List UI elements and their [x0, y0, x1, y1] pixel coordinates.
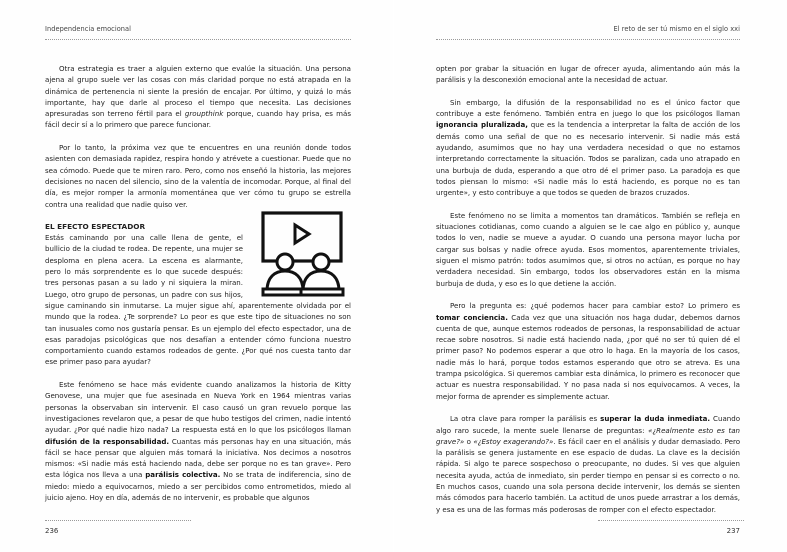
footer-rule-left: [45, 520, 191, 521]
page-number-right: 237: [726, 527, 740, 535]
italic-text: «¿Realmente esto es tan grave?»: [436, 425, 740, 446]
paragraph: [436, 413, 740, 515]
text-run: Cada vez que una situación nos haga dudar, debemos darnos cuenta de que, aunque estemos rodeados de personas, la responsabilidad de actuar recae sobre nosotros. Si nadie está haciendo nada, ¿por qué no ser tú quien dé el primer paso? No podemos esperar a que otro lo haga. En la mayoría de los casos, nadie más lo hará, porque todos estamos esperando que otro se atreva. Es una trampa psicológica. Si queremos cambiar esta dinámica, lo primero es reconocer que actuar es nuestra responsabilidad. Y no pasa nada si nos equivocamos. A veces, la mejor forma de aprender es simplemente actuar.: [436, 312, 740, 401]
section-body: Estás caminando por una calle llena de gente, el bullicio de la ciudad te rodea. De repente, una mujer se desploma en plena acera. La escena es alarmante, pero lo más sorprendente es lo que sucede después: tres personas pasan a su lado y ni siquiera la miran. Luego, otro grupo de personas, un padre con sus hijos, sigue caminando sin inmutarse. La mujer sigue ahí, aparentemente olvidada por el mundo que la rodea. ¿Te sorprende? Lo peor es que este tipo de situaciones no son tan inusuales como nos gustaría pensar. Es un ejemplo del efecto espectador, una de esas paradojas psicológicas que nos desafían a entender cómo funciona nuestro comportamiento cuando estamos rodeados de gente. ¿Por qué nos cuesta tanto dar ese primer paso para ayudar?: [45, 233, 351, 367]
text-run: Este fenómeno no se limita a momentos tan dramáticos. También se refleja en situaciones cotidianas, como cuando a alguien se le cae algo en público y, aunque todos lo ven, nadie se mueve a ayudar. O cuando una persona mayor lucha por cargar sus bolsas y nadie ofrece ayuda. Esos momentos, aparentemente triviales, siguen el mismo patrón: todos asumimos que, si otros no actúan, es porque no hay verdadera necesidad. Sin embargo, todos los observadores están en la misma burbuja de duda, y eso es lo que detiene la acción.: [436, 210, 740, 288]
text-run: Otra estrategia es traer a alguien externo que evalúe la situación. Una persona ajena al grupo suele ver las cosas con más claridad porque no está atrapada en la dinámica de pertenencia ni siente la presión de encajar. Por último, y quizá lo más importante, hay que darle al proceso el tiempo que necesita. Las decisiones apresuradas son terreno fértil para el: [45, 64, 351, 119]
paragraph: [45, 379, 351, 503]
bold-term: difusión de la responsabilidad.: [45, 436, 170, 446]
text-run: que es la tendencia a interpretar la falta de acción de los demás como una señal de que no es necesario intervenir. Si nadie más está ayudando, asumimos que no hay una verdadera necesidad o que no estamos interpretando correctamente la situación. Todos se paralizan, cada uno atrapado en una burbuja de duda, esperando a que otro dé el primer paso. La paradoja es que todos piensan lo mismo: «Si nadie más lo está haciendo, es porque no es tan urgente», y esto contribuye a que todos se queden de brazos cruzados.: [436, 120, 740, 198]
right-page-body: [436, 63, 740, 526]
italic-text: «¿Estoy exagerando?»: [473, 436, 554, 446]
text-run: . Es fácil caer en el análisis y dudar demasiado. Pero la parálisis se genera justamente en ese espacio de dudas. La clave es la decisión rápida. Si algo te parece sospechoso o preocupante, no dudes. Si ves que alguien necesita ayuda, actúa de inmediato, sin perder tiempo en pensar si es correcto o no. En muchos casos, cuando una sola persona decide intervenir, los demás se sienten más cómodos para hacerlo también. La actitud de unos puede arrastrar a los demás, y esa es una de las formas más poderosas de romper con el efecto espectador.: [436, 436, 741, 514]
text-run: No se trata de indiferencia, sino de miedo: miedo a equivocarnos, miedo a ser percibidos como entrometidos, miedo al juicio ajeno. Hoy en día, además de no intervenir, es probable que algunos: [45, 470, 351, 502]
text-run: Sin embargo, la difusión de la responsabilidad no es el único factor que contribuye a este fenómeno. También entra en juego lo que los psicólogos llaman: [436, 97, 740, 119]
left-closing-paragraph: [45, 379, 351, 503]
text-run: Cuando algo raro sucede, la mente suele llenarse de preguntas:: [436, 414, 741, 435]
bold-term: parálisis colectiva.: [145, 470, 221, 480]
header-rule-right: [436, 39, 740, 40]
running-head-left: Independencia emocional: [45, 25, 132, 33]
bold-term: ignorancia pluralizada,: [436, 120, 528, 130]
text-run: opten por grabar la situación en lugar de ofrecer ayuda, alimentando aún más la parálisis y la desconexión emocional ante la necesidad de actuar.: [436, 64, 740, 85]
paragraph: [436, 97, 740, 199]
text-run: Cuantas más personas hay en una situación, más fácil se hace pensar que alguien más tomará la iniciativa. Nos decimos a nosotros mismos: «Si nadie más está haciendo nada, debe ser porque no es tan grave». Pero esta lógica nos lleva a una: [45, 436, 351, 480]
page-number-left: 236: [45, 527, 59, 535]
paragraph: [436, 300, 740, 402]
play-triangle-icon: [295, 225, 309, 243]
text-run: Pero la pregunta es: ¿qué podemos hacer para cambiar esto? Lo primero es: [450, 301, 740, 311]
paragraph: [436, 63, 740, 86]
left-paragraphs: [45, 63, 351, 210]
cinema-audience-icon: [251, 211, 351, 297]
paragraph: [45, 142, 351, 210]
italic-text: groupthink: [184, 109, 224, 119]
paragraph: [436, 210, 740, 289]
paragraph: [45, 63, 351, 131]
text-run: La otra clave para romper la parálisis es: [450, 414, 601, 424]
bystander-effect-section: [45, 221, 351, 368]
left-page-body: [45, 63, 351, 515]
running-head-right: El reto de ser tú mismo en el siglo xxi: [613, 25, 740, 33]
section-title: EL EFECTO ESPECTADOR: [45, 222, 146, 232]
right-page: [394, 0, 787, 552]
bold-term: superar la duda inmediata.: [600, 414, 711, 424]
text-run: Por lo tanto, la próxima vez que te encuentres en una reunión donde todos asienten con demasiada rapidez, respira hondo y atrévete a cuestionar. Puede que no sea cómodo. Puede que te miren raro. Pero, como nos enseñó la historia, las mejores decisiones no nacen del silencio, sino de la valentía de incomodar. Porque, al final del día, es mejor romper la armonía momentánea que ver cómo tu grupo se estrella contra una realidad que nadie quiso ver.: [45, 143, 351, 209]
right-paragraphs: [436, 63, 740, 515]
text-run: porque, cuando hay prisa, es más fácil decir sí a lo primero que parece funcionar.: [45, 109, 351, 130]
left-page: [0, 0, 393, 552]
bold-term: tomar conciencia.: [436, 312, 508, 322]
text-run: Este fenómeno se hace más evidente cuando analizamos la historia de Kitty Genovese, una mujer que fue asesinada en Nueva York en 1964 mientras varias personas la observaban sin intervenir. El caso causó un gran revuelo porque las investigaciones revelaron que, a pesar de que hubo testigos del crimen, nadie intentó ayudar. ¿Por qué nadie hizo nada? La respuesta está en lo que los psicólogos llaman: [45, 380, 351, 435]
text-run: o: [464, 436, 474, 446]
footer-rule-right: [598, 520, 744, 521]
header-rule-left: [45, 39, 351, 40]
